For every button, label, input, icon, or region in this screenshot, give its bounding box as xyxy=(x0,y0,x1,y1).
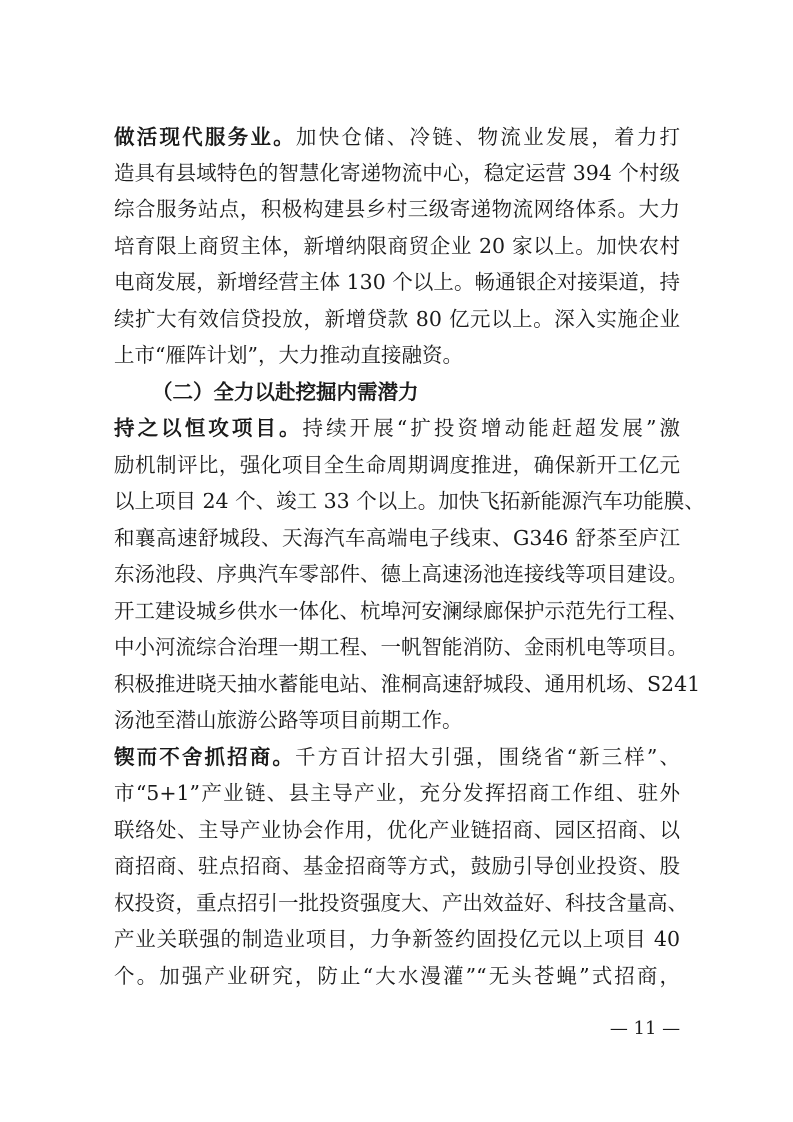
paragraph-1-line-1 xyxy=(114,119,680,155)
paragraph-2-lead: 持之以恒攻项目。 xyxy=(114,416,303,440)
paragraph-1-line-5: 电商发展，新增经营主体 130 个以上。畅通银企对接渠道，持 xyxy=(114,270,680,294)
paragraph-2-line-7: 中小河流综合治理一期工程、一帆智能消防、金雨机电等项目。 xyxy=(114,635,688,659)
paragraph-2-line-8: 积极推进晓天抽水蓄能电站、淮桐高速舒城段、通用机场、S241 xyxy=(114,672,701,696)
paragraph-2-line-5: 东汤池段、序典汽车零部件、德上高速汤池连接线等项目建设。 xyxy=(114,562,688,586)
paragraph-2-line-3: 以上项目 24 个、竣工 33 个以上。加快飞拓新能源汽车功能膜、 xyxy=(114,489,705,513)
paragraph-2-line-2: 励机制评比，强化项目全生命周期调度推进，确保新开工亿元 xyxy=(114,453,680,477)
paragraph-1-line-7: 上市“雁阵计划”，大力推动直接融资。 xyxy=(114,343,463,367)
paragraph-1-line-1-text: 加快仓储、冷链、物流业发展，着力打 xyxy=(295,125,681,149)
paragraph-1-line-2: 造具有县域特色的智慧化寄递物流中心，稳定运营 394 个村级 xyxy=(114,161,680,185)
paragraph-2-line-9: 汤池至潜山旅游公路等项目前期工作。 xyxy=(114,708,463,732)
paragraph-3-lead: 锲而不舍抓招商。 xyxy=(114,745,295,769)
paragraph-3-line-5: 权投资，重点招引一批投资强度大、产出效益好、科技含量高、 xyxy=(114,891,688,915)
section-heading: （二）全力以赴挖掘内需潜力 xyxy=(152,380,419,404)
paragraph-3-line-4: 商招商、驻点招商、基金招商等方式，鼓励引导创业投资、股 xyxy=(114,854,680,878)
paragraph-3-line-1-text: 千方百计招大引强，围绕省“新三样”、 xyxy=(294,745,681,769)
paragraph-3-line-1 xyxy=(114,739,680,775)
paragraph-2-line-6: 开工建设城乡供水一体化、杭埠河安澜绿廊保护示范先行工程、 xyxy=(114,599,688,623)
paragraph-3-line-3: 联络处、主导产业协会作用，优化产业链招商、园区招商、以 xyxy=(114,818,680,842)
paragraph-3-line-6: 产业关联强的制造业项目，力争新签约固投亿元以上项目 40 xyxy=(114,927,680,951)
paragraph-1-line-3: 综合服务站点，积极构建县乡村三级寄递物流网络体系。大力 xyxy=(114,197,680,221)
page-number: — 11 — xyxy=(609,1018,681,1039)
paragraph-1-line-6: 续扩大有效信贷投放，新增贷款 80 亿元以上。深入实施企业 xyxy=(114,307,680,331)
paragraph-3-line-2: 市“5+1”产业链、县主导产业，充分发挥招商工作组、驻外 xyxy=(114,781,680,805)
paragraph-2-line-1 xyxy=(114,410,680,446)
paragraph-2-line-4: 和襄高速舒城段、天海汽车高端电子线束、G346 舒茶至庐江 xyxy=(114,526,680,550)
paragraph-1-line-4: 培育限上商贸主体，新增纳限商贸企业 20 家以上。加快农村 xyxy=(114,234,680,258)
paragraph-3-line-7: 个。加强产业研究，防止“大水漫灌”“无头苍蝇”式招商， xyxy=(114,964,680,988)
paragraph-1-lead: 做活现代服务业。 xyxy=(114,125,296,149)
paragraph-2-line-1-text: 持续开展“扩投资增动能赶超发展”激 xyxy=(302,416,680,440)
